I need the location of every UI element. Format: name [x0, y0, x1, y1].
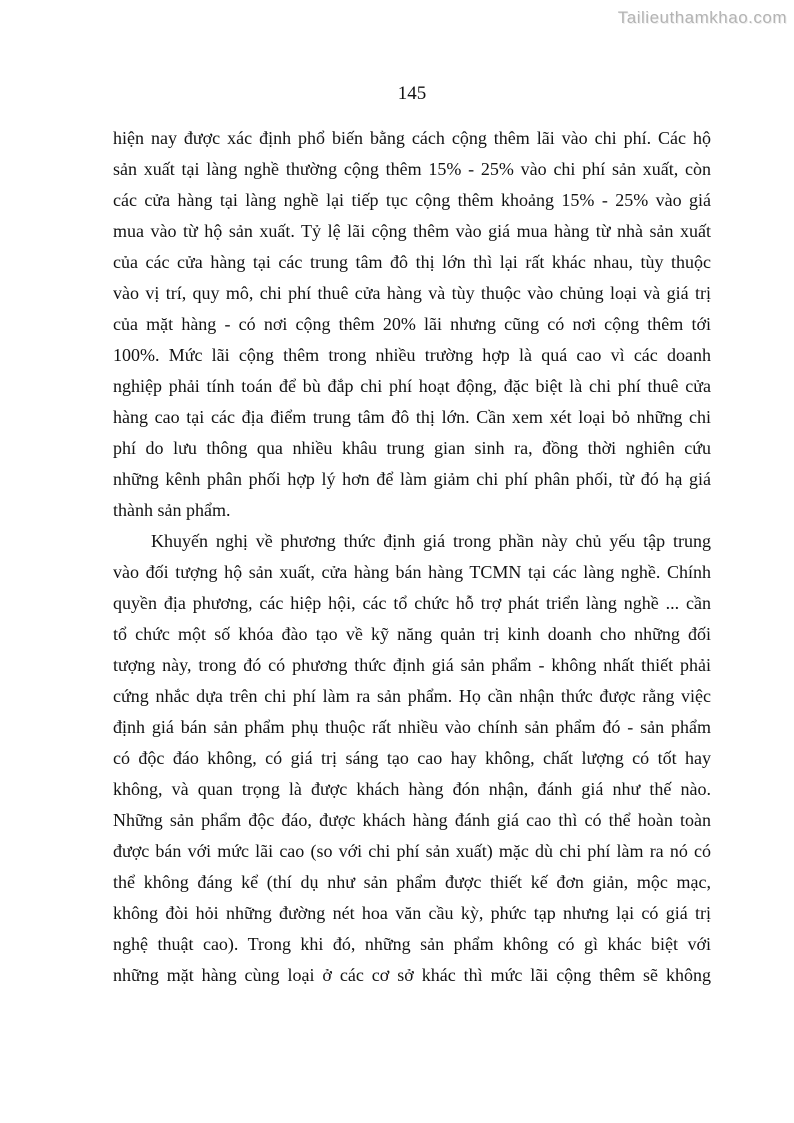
text-line: hiện nay được xác định phổ biến bằng cách cộng thêm lãi vào chi phí. Các hộ [113, 128, 711, 148]
text-line: những kênh phân phối hợp lý hơn để làm giảm chi phí phân phối, từ đó hạ giá [113, 469, 711, 489]
text-line: hàng cao tại các địa điểm trung tâm đô thị lớn. Cần xem xét loại bỏ những chi [113, 407, 711, 427]
paragraph [113, 123, 711, 526]
text-line: được bán với mức lãi cao (so với chi phí sản xuất) mặc dù chi phí làm ra nó có [113, 841, 711, 861]
text-line: thể không đáng kể (thí dụ như sản phẩm được thiết kế đơn giản, mộc mạc, [113, 872, 711, 892]
text-line: vào đối tượng hộ sản xuất, cửa hàng bán hàng TCMN tại các làng nghề. Chính [113, 562, 711, 582]
text-line: của mặt hàng - có nơi cộng thêm 20% lãi nhưng cũng có nơi cộng thêm tới [113, 314, 711, 334]
text-line: các cửa hàng tại làng nghề lại tiếp tục cộng thêm khoảng 15% - 25% vào giá [113, 190, 711, 210]
text-line: nghiệp phải tính toán để bù đắp chi phí hoạt động, đặc biệt là chi phí thuê cửa [113, 376, 711, 396]
text-line: nghệ thuật cao). Trong khi đó, những sản phẩm không có gì khác biệt với [113, 934, 711, 954]
page-number: 145 [397, 83, 427, 104]
text-line: Những sản phẩm độc đáo, được khách hàng đánh giá cao thì có thể hoàn toàn [113, 810, 711, 830]
paragraph [113, 526, 711, 991]
text-line: không, và quan trọng là được khách hàng đón nhận, đánh giá như thế nào. [113, 779, 711, 799]
text-line: những mặt hàng cùng loại ở các cơ sở khác thì mức lãi cộng thêm sẽ không [113, 965, 711, 985]
document-body [113, 123, 711, 991]
text-line: quyền địa phương, các hiệp hội, các tổ chức hỗ trợ phát triển làng nghề ... cần [113, 593, 711, 613]
text-line: thành sản phẩm. [113, 500, 231, 520]
text-line: mua vào từ hộ sản xuất. Tỷ lệ lãi cộng thêm vào giá mua hàng từ nhà sản xuất [113, 221, 711, 241]
text-line: Khuyến nghị về phương thức định giá trong phần này chủ yếu tập trung [151, 531, 711, 551]
text-line: tượng này, trong đó có phương thức định giá sản phẩm - không nhất thiết phải [113, 655, 711, 675]
text-line: của các cửa hàng tại các trung tâm đô thị lớn thì lại rất khác nhau, tùy thuộc [113, 252, 711, 272]
text-line: tổ chức một số khóa đào tạo về kỹ năng quản trị kinh doanh cho những đối [113, 624, 711, 644]
text-line: cứng nhắc dựa trên chi phí làm ra sản phẩm. Họ cần nhận thức được rằng việc [113, 686, 711, 706]
text-line: phí do lưu thông qua nhiều khâu trung gian sinh ra, đồng thời nghiên cứu [113, 438, 711, 458]
text-line: sản xuất tại làng nghề thường cộng thêm 15% - 25% vào chi phí sản xuất, còn [113, 159, 711, 179]
watermark: Tailieuthamkhao.com [617, 8, 787, 27]
text-line: 100%. Mức lãi cộng thêm trong nhiều trường hợp là quá cao vì các doanh [113, 345, 711, 365]
text-line: có độc đáo không, có giá trị sáng tạo cao hay không, chất lượng có tốt hay [113, 748, 711, 768]
text-line: không đòi hỏi những đường nét hoa văn cầu kỳ, phức tạp nhưng lại có giá trị [113, 903, 711, 923]
text-line: định giá bán sản phẩm phụ thuộc rất nhiều vào chính sản phẩm đó - sản phẩm [113, 717, 711, 737]
text-line: vào vị trí, quy mô, chi phí thuê cửa hàng và tùy thuộc vào chủng loại và giá trị [113, 283, 711, 303]
